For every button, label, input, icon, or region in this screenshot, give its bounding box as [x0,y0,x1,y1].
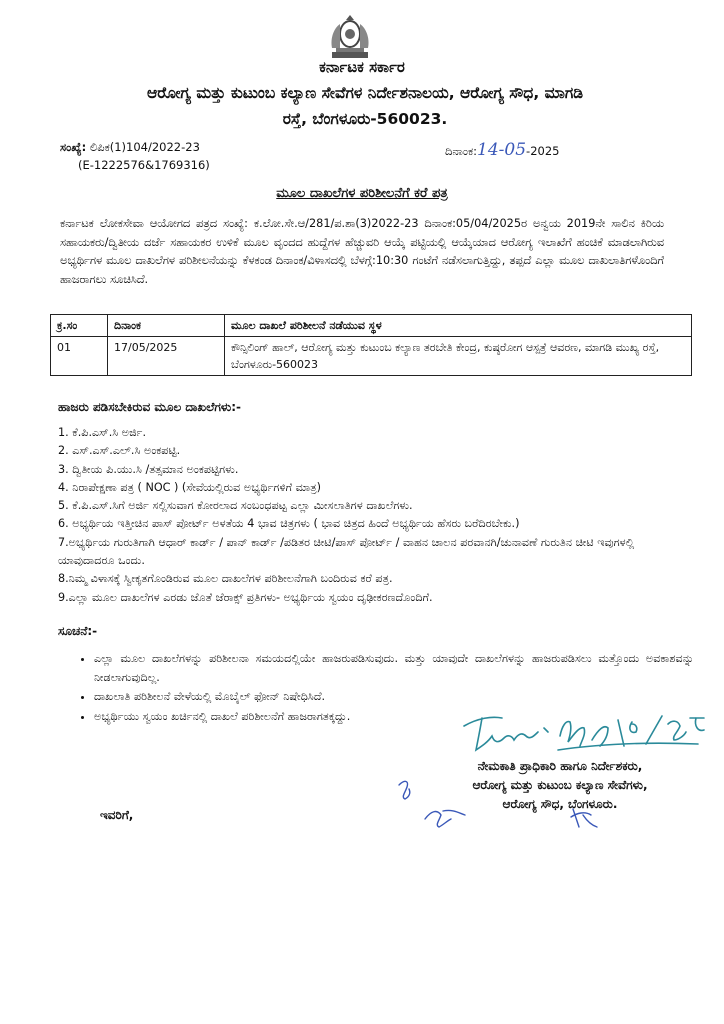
date-year: -2025 [526,144,560,158]
subject-heading [0,186,724,201]
cell-venue: ಕೌನ್ಸಿಲಿಂಗ್ ಹಾಲ್, ಆರೋಗ್ಯ ಮತ್ತು ಕುಟುಂಬ ಕಲ್ಯಾಣ ತರಬೇತಿ ಕೇಂದ್ರ, ಕುಷ್ಠರೋಗ ಆಸ್ಪತ್ರೆ ಆವರಣ, ಮಾಗಡಿ ಮುಖ್ಯ ರಸ್ತೆ, ಬೆಂಗಳೂರು-560023 [225,337,692,376]
header-date: ದಿನಾಂಕ [108,315,225,337]
reference-sub-number: (E-1222576&1769316) [78,158,210,172]
signatory-line-1: ನೇಮಕಾತಿ ಪ್ರಾಧಿಕಾರಿ ಹಾಗೂ ನಿರ್ದೇಶಕರು, [477,759,643,773]
handwritten-signature [458,706,708,756]
government-title: ಕರ್ನಾಟಕ ಸರ್ಕಾರ [319,58,405,76]
office-title-line-1: ಆರೋಗ್ಯ ಮತ್ತು ಕುಟುಂಬ ಕಲ್ಯಾಣ ಸೇವೆಗಳ ನಿರ್ದೇಶನಾಲಯ, ಆರೋಗ್ಯ ಸೌಧ, ಮಾಗಡಿ [147,84,583,102]
list-item: 8.ನಿಮ್ಮ ವಿಳಾಸಕ್ಕೆ ಸ್ವೀಕೃತಗೊಂಡಿರುವ ಮೂಲ ದಾಖಲೆಗಳ ಪರಿಶೀಲನೆಗಾಗಿ ಬಂದಿರುವ ಕರೆ ಪತ್ರ. [58,572,393,586]
list-item: 1. ಕೆ.ಪಿ.ಎಸ್.ಸಿ ಅರ್ಜಿ. [58,426,147,439]
list-item: 2. ಎಸ್.ಎಸ್.ಎಲ್.ಸಿ ಅಂಕಪಟ್ಟಿ. [58,444,181,458]
documents-list [58,424,678,607]
subject-text: ಮೂಲ ದಾಖಲೆಗಳ ಪರಿಶೀಲನೆಗೆ ಕರೆ ಪತ್ರ [276,186,448,201]
state-emblem-icon [326,14,374,60]
recipient-label: ಇವರಿಗೆ, [100,808,134,822]
list-item: 5. ಕೆ.ಪಿ.ಎಸ್.ಸಿಗೆ ಅರ್ಜಿ ಸಲ್ಲಿಸುವಾಗ ಕೋರಲಾದ ಸಂಬಂಧಪಟ್ಟ ಎಲ್ಲಾ ಮೀಸಲಾತಿಗಳ ದಾಖಲೆಗಳು. [58,499,413,513]
venue-table [50,314,692,376]
notes-title: ಸೂಚನೆ:- [58,624,98,638]
date-label: ದಿನಾಂಕ: [445,144,478,158]
reference-number [60,138,210,174]
list-item: • ದಾಖಲಾತಿ ಪರಿಶೀಲನೆ ವೇಳೆಯಲ್ಲಿ ಮೊಬೈಲ್ ಫೋನ್ ನಿಷೇಧಿಸಿದೆ. [94,688,694,707]
list-item: 4. ನಿರಾಪೇಕ್ಷಣಾ ಪತ್ರ ( NOC ) (ಸೇವೆಯಲ್ಲಿರುವ ಅಭ್ಯರ್ಥಿಗಳಿಗೆ ಮಾತ್ರ) [58,480,321,494]
header-venue: ಮೂಲ ದಾಖಲೆ ಪರಿಶೀಲನೆ ನಡೆಯುವ ಸ್ಥಳ [225,315,692,337]
cell-serial: 01 [51,337,108,376]
reference-value: ಲಿಪಿಕ(1)104/2022-23 [89,140,200,154]
list-item: • ಅಭ್ಯರ್ಥಿಯು ಸ್ವಯಂ ಖರ್ಚಿನಲ್ಲಿ ದಾಖಲೆ ಪರಿಶೀಲನೆಗೆ ಹಾಜರಾಗತಕ್ಕದ್ದು. [94,708,694,727]
list-item: 7.ಅಭ್ಯರ್ಥಿಯ ಗುರುತಿಗಾಗಿ ಆಧಾರ್ ಕಾರ್ಡ್ / ಪಾನ್ ಕಾರ್ಡ್ /ಪಡಿತರ ಚೀಟಿ/ಪಾಸ್ ಪೋರ್ಟ್ / ವಾಹನ ಚಾಲನ ಪರವಾನಗಿ/ಚುನಾವಣೆ ಗುರುತಿನ ಚೀಟಿ ಇವುಗಳಲ್ಲಿ ಯಾವುದಾದರೂ ಒಂದು. [58,535,635,568]
office-title [40,80,690,132]
table-header-row [51,315,692,337]
letter-date [445,140,559,160]
signatory-line-3: ಆರೋಗ್ಯ ಸೌಧ, ಬೆಂಗಳೂರು. [502,797,618,811]
reference-label: ಸಂಖ್ಯೆ: [60,140,87,154]
office-title-line-2: ರಸ್ತೆ, ಬೆಂಗಳೂರು-560023. [282,110,448,128]
cell-date: 17/05/2025 [108,337,225,376]
handwritten-initials [395,775,635,835]
list-item: 6. ಅಭ್ಯರ್ಥಿಯ ಇತ್ತೀಚಿನ ಪಾಸ್ ಪೋರ್ಟ್ ಅಳತೆಯ 4 ಭಾವ ಚಿತ್ರಗಳು ( ಭಾವ ಚಿತ್ರದ ಹಿಂದೆ ಅಭ್ಯರ್ಥಿಯ ಹೆಸರು ಬರೆದಿರಬೇಕು.) [58,517,520,531]
signatory-line-2: ಆರೋಗ್ಯ ಮತ್ತು ಕುಟುಂಬ ಕಲ್ಯಾಣ ಸೇವೆಗಳು, [472,778,648,792]
table-row [51,337,692,376]
body-paragraph: ಕರ್ನಾಟಕ ಲೋಕಸೇವಾ ಆಯೋಗದ ಪತ್ರದ ಸಂಖ್ಯೆ: ಕ.ಲೋ.ಸೇ.ಆ/281/ಪ.ಶಾ(3)2022-23 ದಿನಾಂಕ:05/04/2025ರ ಅನ್ವಯ 2019ನೇ ಸಾಲಿನ ಕಿರಿಯ ಸಹಾಯಕರು/ದ್ವಿತೀಯ ದರ್ಜೆ ಸಹಾಯಕರ ಉಳಿಕೆ ಮೂಲ ವೃಂದದ ಹುದ್ದೆಗಳ ಹೆಚ್ಚುವರಿ ಆಯ್ಕೆ ಪಟ್ಟಿಯಲ್ಲಿ ಆಯ್ಕೆಯಾದ ಆರೋಗ್ಯ ಇಲಾಖೆಗೆ ಹಂಚಿಕೆ ಮಾಡಲಾಗಿರುವ ಅಭ್ಯರ್ಥಿಗಳ ಮೂಲ ದಾಖಲೆಗಳ ಪರಿಶೀಲನೆಯನ್ನು ಕೆಳಕಂಡ ದಿನಾಂಕ/ವಿಳಾಸದಲ್ಲಿ ಬೆಳಗ್ಗೆ:10:30 ಗಂಟೆಗೆ ನಡೆಸಲಾಗುತ್ತಿದ್ದು, ತಪ್ಪದೆ ಎಲ್ಲಾ ಮೂಲ ದಾಖಲಾತಿಗಳೊಂದಿಗೆ ಹಾಜರಾಗಲು ಸೂಚಿಸಿದೆ. [60,217,664,286]
documents-title: ಹಾಜರು ಪಡಿಸಬೇಕಿರುವ ಮೂಲ ದಾಖಲೆಗಳು:- [58,400,241,414]
list-item: 9.ಎಲ್ಲಾ ಮೂಲ ದಾಖಲೆಗಳ ಎರಡು ಜೊತೆ ಜೆರಾಕ್ಸ್ ಪ್ರತಿಗಳು- ಅಭ್ಯರ್ಥಿಯ ಸ್ವಯಂ ದೃಢೀಕರಣದೊಂದಿಗೆ. [58,590,433,604]
list-item: 3. ದ್ವಿತೀಯ ಪಿ.ಯು.ಸಿ /ತತ್ಸಮಾನ ಅಂಕಪಟ್ಟಿಗಳು. [58,462,239,476]
list-item: • ಎಲ್ಲಾ ಮೂಲ ದಾಖಲೆಗಳನ್ನು ಪರಿಶೀಲನಾ ಸಮಯದಲ್ಲಿಯೇ ಹಾಜರುಪಡಿಸುವುದು. ಮತ್ತು ಯಾವುದೇ ದಾಖಲೆಗಳನ್ನು ಹಾಜರುಪಡಿಸಲು ಮತ್ತೊಂದು ಅವಕಾಶವನ್ನು ನೀಡಲಾಗುವುದಿಲ್ಲ. [94,650,694,687]
header-serial: ಕ್ರ.ಸಂ [51,315,108,337]
date-handwritten: 14-05 [477,140,527,160]
